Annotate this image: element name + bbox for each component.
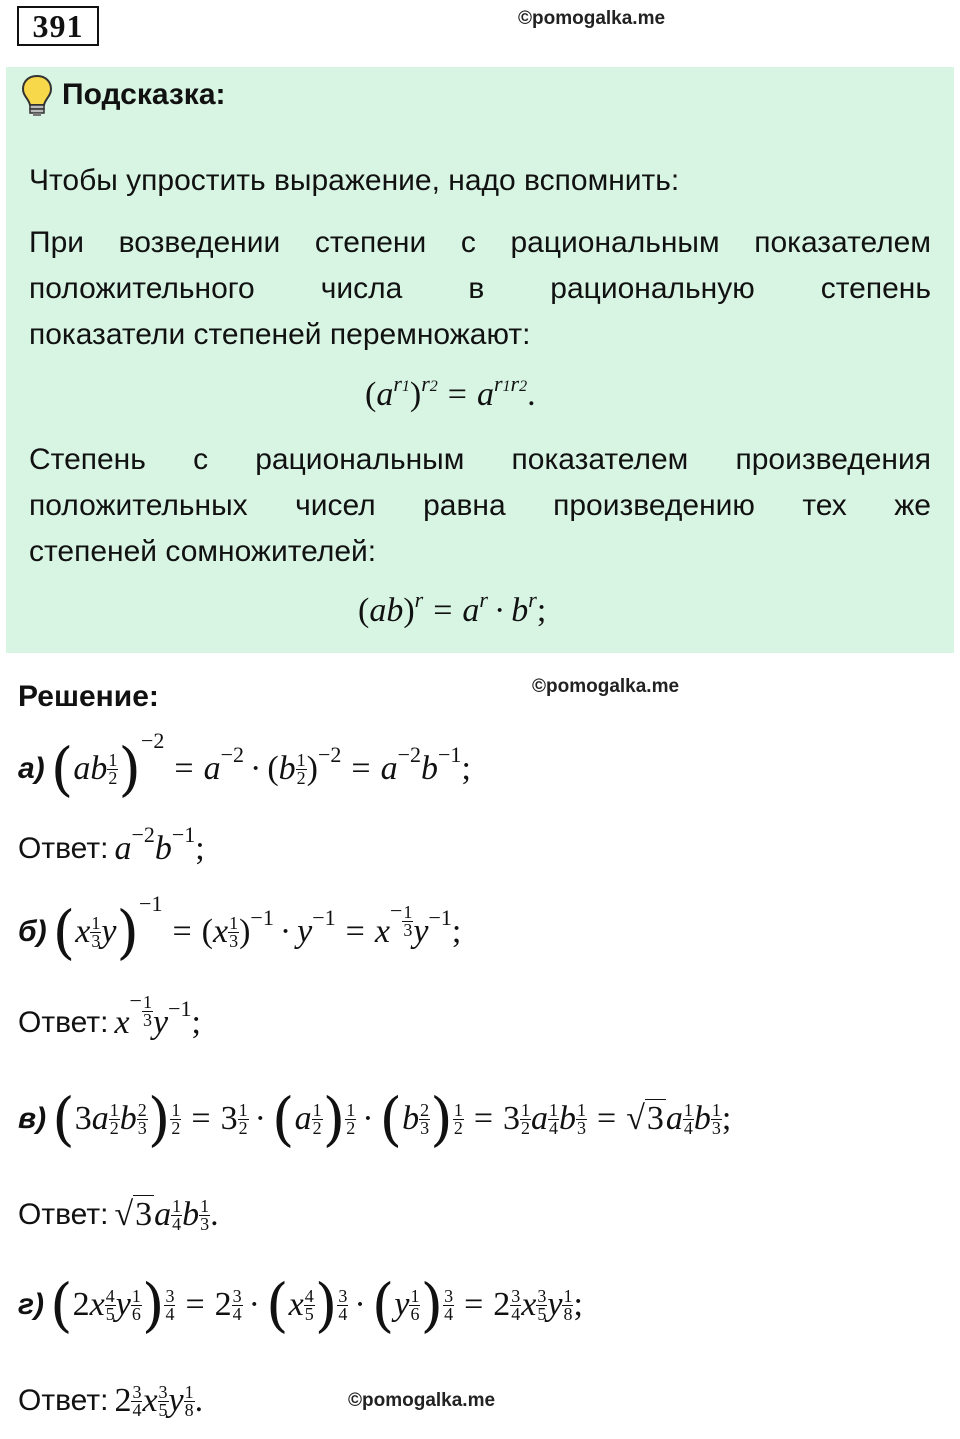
formula-power-of-product: $(ab)^r = a^r \cdot b^r$; [358,587,547,629]
answer-d: Ответ: 2 $\frac{3}{4}$ x $\frac{3}{5}$ y $\frac{1}{8}$ . [18,1381,204,1420]
answer-c: Ответ: √3 a $\frac{1}{4}$ b $\frac{1}{3}$ . [18,1195,219,1234]
lightbulb-icon [20,74,54,118]
solution-d: г) ( 2 x $\frac{4}{5}$ y $\frac{1}{6}$ ) $\frac{3}{4}$ = 2 $\frac{3}{4}$ · ( x $\frac{4}{5}$ ) $\frac{3}{4}$ · ( y $\frac{1}{6}$ ) $\frac{3}{4}$ = 2 $\frac{3}{4}$ x $\frac{3}{5}$ y $\frac{1}{8}$ ; [18,1271,583,1339]
hint-rule-1: При возведении степени с рациональным показателем положительного числа в рациональную степень показатели степеней перемножают: [29,226,931,351]
task-number: 391 [17,6,99,46]
watermark-middle: ©pomogalka.me [532,676,680,697]
solution-a: а) ( ab $\frac{1}{2}$ ) −2 = a −2 · ( b $\frac{1}{2}$ ) −2 = a −2 b −1 ; [18,728,471,803]
answer-b: Ответ: x − $\frac{1}{3}$ y −1 ; [18,988,201,1041]
solution-c: в) ( 3 a $\frac{1}{2}$ b $\frac{2}{3}$ ) $\frac{1}{2}$ = 3 $\frac{1}{2}$ · ( a $\frac{1}{2}$ ) $\frac{1}{2}$ · ( b $\frac{2}{3}$ ) $\frac{1}{2}$ = 3 $\frac{1}{2}$ a $\frac{1}{4}$ b $\frac{1}{3}$ = √3 a $\frac{1}{4}$ b $\frac{1}{3}$ ; [18,1085,732,1153]
solution-title: Решение: [18,680,159,713]
hint-intro: Чтобы упростить выражение, надо вспомнить: [29,164,680,197]
watermark-top: ©pomogalka.me [518,8,666,29]
hint-rule-2: Степень с рациональным показателем произведения положительных чисел равна произведению тех же степеней сомножителей: [29,443,931,568]
answer-a: Ответ: a −2 b −1 ; [18,822,205,867]
hint-title: Подсказка: [62,78,226,111]
formula-power-of-power: $(a^{r1})^{r2} = a^{r1r2}$. [365,371,536,413]
watermark-bottom: ©pomogalka.me [348,1390,496,1411]
solution-b: б) ( x $\frac{1}{3}$ y ) −1 = ( x $\frac{1}{3}$ ) −1 · y −1 = x − $\frac{1}{3}$ y −1 ; [18,891,462,966]
